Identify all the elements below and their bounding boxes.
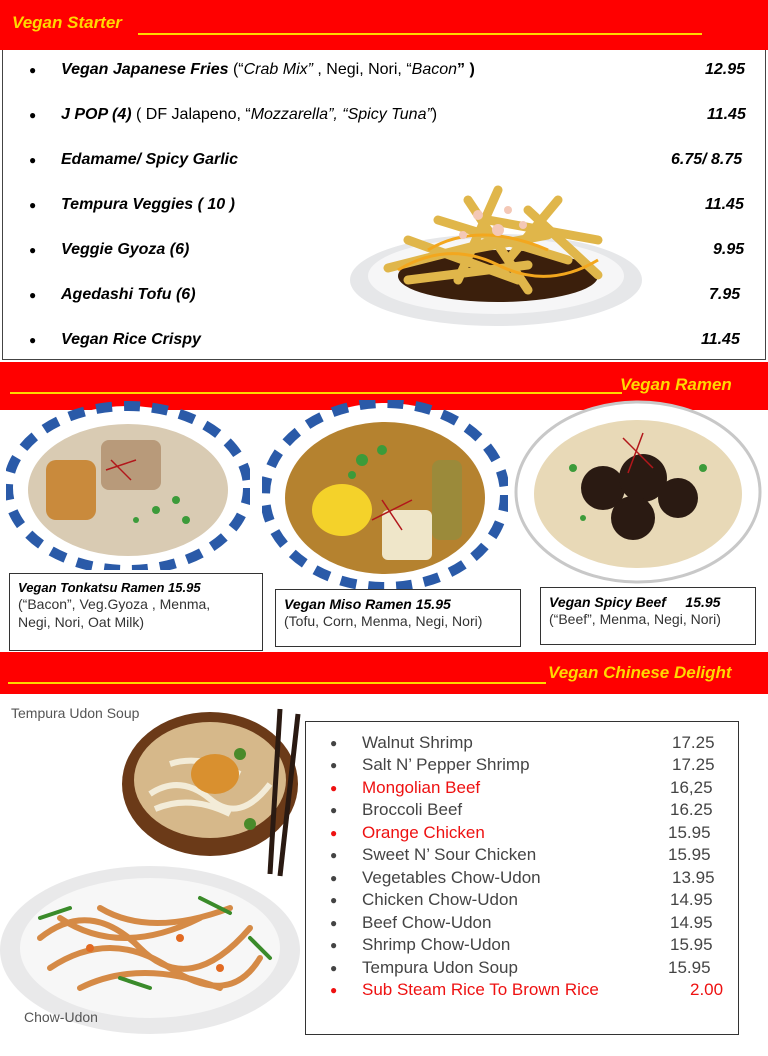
menu-item: [3, 327, 767, 357]
bullet-icon: ●: [330, 961, 338, 975]
item-name: Veggie Gyoza (6): [61, 241, 190, 258]
item-price: 16.25: [670, 800, 713, 819]
item-name: Sweet N’ Sour Chicken: [362, 845, 537, 864]
bullet-icon: ●: [330, 736, 338, 750]
bullet-icon: ●: [330, 916, 338, 930]
bullet-icon: ●: [29, 63, 37, 77]
ramen-ingredients: Negi, Nori, Oat Milk): [18, 614, 145, 630]
menu-item: [306, 868, 740, 890]
miso-ramen-photo: [262, 400, 508, 590]
item-price: 15.95: [668, 958, 711, 977]
menu-item: [306, 913, 740, 935]
menu-item: [306, 755, 740, 777]
menu-item: [306, 778, 740, 800]
item-price: 2.00: [690, 980, 724, 999]
item-price: 11.45: [701, 331, 740, 348]
menu-item: [306, 890, 740, 912]
bullet-icon: ●: [330, 871, 338, 885]
japanese-fries-photo: [348, 180, 644, 328]
item-price: 15.95: [668, 823, 711, 842]
item-price: 6.75/ 8.75: [671, 151, 743, 168]
spicy-beef-ramen-photo: [513, 398, 763, 586]
item-name: Agedashi Tofu (6): [61, 286, 196, 303]
item-name: Vegetables Chow-Udon: [362, 868, 541, 887]
starter-header-bar: [0, 0, 768, 50]
bullet-icon: ●: [330, 781, 338, 795]
menu-item: [3, 57, 767, 87]
header-underline: [8, 682, 546, 684]
bullet-icon: ●: [29, 243, 37, 257]
chow-udon-photo-label: Chow-Udon: [24, 1009, 98, 1025]
bullet-icon: ●: [29, 198, 37, 212]
tempura-udon-soup-photo: [120, 704, 310, 878]
ramen-section-title: Vegan Ramen: [620, 375, 732, 394]
item-name: Chicken Chow-Udon: [362, 890, 518, 909]
bullet-icon: ●: [330, 826, 338, 840]
item-price: 14.95: [670, 890, 713, 909]
menu-item: [306, 800, 740, 822]
item-price: 14.95: [670, 913, 713, 932]
menu-item: [306, 845, 740, 867]
item-price: 17.25: [672, 755, 715, 774]
item-name: Beef Chow-Udon: [362, 913, 492, 932]
bullet-icon: ●: [330, 893, 338, 907]
menu-item: [306, 935, 740, 957]
item-name: Broccoli Beef: [362, 800, 463, 819]
item-description: ( DF Jalapeno, “Mozzarella”, “Spicy Tuna”): [131, 106, 438, 123]
menu-item: [306, 980, 740, 1002]
bullet-icon: ●: [29, 333, 37, 347]
ramen-card-spicy-beef: [540, 587, 756, 645]
bullet-icon: ●: [330, 848, 338, 862]
item-name: Tempura Veggies ( 10 ): [61, 196, 235, 213]
item-name: Mongolian Beef: [362, 778, 481, 797]
bullet-icon: ●: [330, 983, 338, 997]
chinese-header-bar: [0, 652, 768, 694]
bullet-icon: ●: [330, 938, 338, 952]
udon-soup-photo-label: Tempura Udon Soup: [11, 705, 140, 721]
item-price: 9.95: [713, 241, 745, 258]
starter-section-title: Vegan Starter: [12, 13, 122, 32]
tonkatsu-ramen-photo: [6, 400, 250, 570]
menu-item: [306, 733, 740, 755]
item-name: Shrimp Chow-Udon: [362, 935, 511, 954]
item-name: Vegan Rice Crispy: [61, 331, 201, 348]
bullet-icon: ●: [29, 108, 37, 122]
item-price: 15.95: [670, 935, 713, 954]
ramen-card-tonkatsu: [9, 573, 263, 651]
item-name: Sub Steam Rice To Brown Rice: [362, 980, 599, 999]
menu-item: [3, 147, 767, 177]
bullet-icon: ●: [29, 153, 37, 167]
bullet-icon: ●: [29, 288, 37, 302]
item-price: 11.45: [707, 106, 746, 123]
item-name: Walnut Shrimp: [362, 733, 473, 752]
ramen-ingredients: (“Bacon”, Veg.Gyoza , Menma,: [18, 596, 211, 612]
header-underline: [10, 392, 622, 394]
ramen-title: Vegan Spicy Beef 15.95: [549, 594, 721, 610]
item-name: Edamame/ Spicy Garlic: [61, 151, 238, 168]
header-underline: [138, 33, 702, 35]
ramen-title: Vegan Miso Ramen 15.95: [284, 596, 451, 612]
menu-item: [306, 958, 740, 980]
item-name: Salt N’ Pepper Shrimp: [362, 755, 530, 774]
item-price: 15.95: [668, 845, 711, 864]
item-description: (“Crab Mix” , Negi, Nori, “Bacon” ): [228, 61, 475, 78]
item-price: 7.95: [709, 286, 741, 303]
item-price: 17.25: [672, 733, 715, 752]
item-price: 11.45: [705, 196, 744, 213]
item-price: 13.95: [672, 868, 715, 887]
ramen-ingredients: (Tofu, Corn, Menma, Negi, Nori): [284, 613, 483, 629]
bullet-icon: ●: [330, 803, 338, 817]
chinese-menu-box: [305, 721, 739, 1035]
ramen-card-miso: [275, 589, 521, 647]
ramen-title: Vegan Tonkatsu Ramen 15.95: [18, 580, 201, 595]
item-name: Orange Chicken: [362, 823, 485, 842]
chinese-section-title: Vegan Chinese Delight: [548, 663, 732, 682]
bullet-icon: ●: [330, 758, 338, 772]
menu-item: [3, 102, 767, 132]
item-name: J POP (4): [61, 106, 132, 123]
ramen-ingredients: (“Beef”, Menma, Negi, Nori): [549, 611, 721, 627]
menu-item: [306, 823, 740, 845]
item-name: Vegan Japanese Fries: [61, 61, 229, 78]
item-price: 16,25: [670, 778, 713, 797]
item-price: 12.95: [705, 61, 746, 78]
item-name: Tempura Udon Soup: [362, 958, 518, 977]
